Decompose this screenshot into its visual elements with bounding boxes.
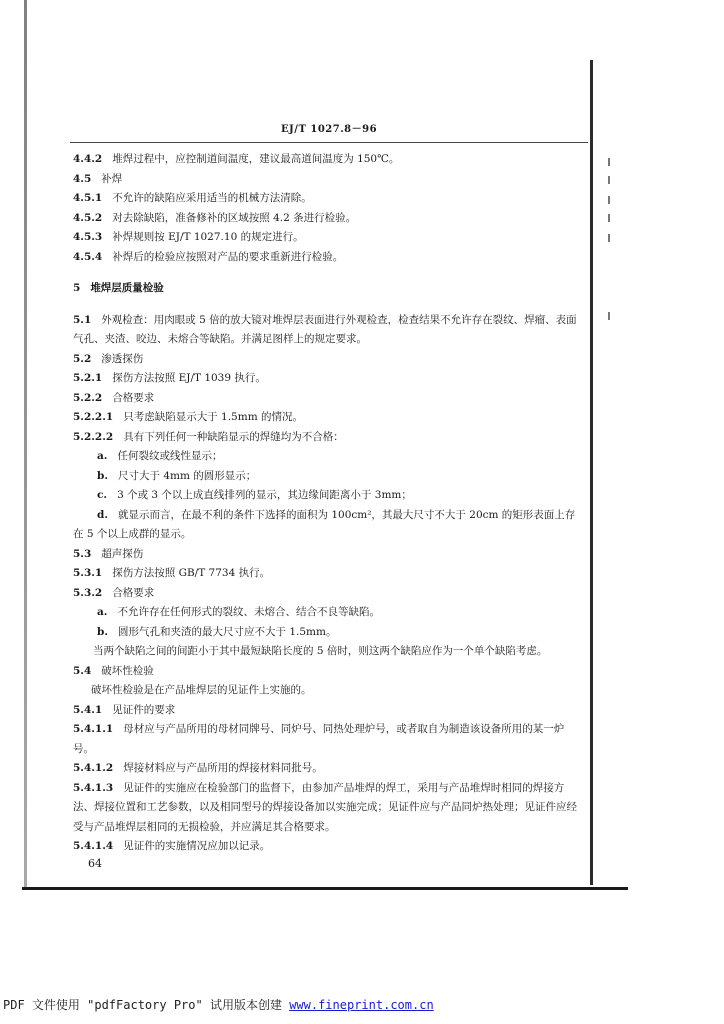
item-b-1: b. 尺寸大于 4mm 的圆形显示； xyxy=(97,469,257,482)
clause-4-5-2: 4.5.2 对去除缺陷，准备修补的区域按照 4.2 条进行检验。 xyxy=(73,211,357,224)
clause-5-2: 5.2 渗透探伤 xyxy=(73,352,144,365)
page-header: EJ/T 1027.8－96 xyxy=(280,124,378,135)
clause-5-2-2: 5.2.2 合格要求 xyxy=(73,391,155,404)
clause-5-3-1: 5.3.1 探伤方法按照 GB/T 7734 执行。 xyxy=(73,567,271,579)
clause-5-3: 5.3 超声探伤 xyxy=(73,547,144,560)
clause-5-4-1-3: 5.4.1.3 见证件的实施应在检验部门的监督下，由参加产品堆焊的焊工，采用与产品堆焊时相同的焊接方法、焊接位置和工艺参数，以及相同型号的焊接设备加以实施完成；见证件应与产品同炉热处理；见证件应经受与产品堆焊层相同的无损检验，并应满足其合格要求。 xyxy=(73,781,577,833)
pdf-watermark xyxy=(3,996,434,1013)
clause-4-4-2: 4.4.2 堆焊过程中，应控制道间温度，建议最高道间温度为 150℃。 xyxy=(73,153,400,165)
clause-5-4-1-4: 5.4.1.4 见证件的实施情况应加以记录。 xyxy=(73,840,271,852)
clause-5-4-1: 5.4.1 见证件的要求 xyxy=(73,703,176,716)
item-d-1: d. 就显示而言，在最不利的条件下选择的面积为 100cm²，其最大尺寸不大于 20cm 的矩形表面上存在 5 个以上成群的显示。 xyxy=(73,508,576,540)
paragraph-5-4: 破坏性检验是在产品堆焊层的见证件上实施的。 xyxy=(91,684,312,696)
clause-5-4: 5.4 破坏性检验 xyxy=(73,664,154,677)
watermark-text: PDF 文件使用 "pdfFactory Pro" 试用版本创建 xyxy=(3,998,282,1012)
clause-4-5-1: 4.5.1 不允许的缺陷应采用适当的机械方法清除。 xyxy=(73,192,312,204)
scan-edge-right xyxy=(590,60,593,885)
clause-4-5: 4.5 补焊 xyxy=(73,172,123,185)
item-b-2: b. 圆形气孔和夹渣的最大尺寸应不大于 1.5mm。 xyxy=(97,625,337,638)
footer-rule xyxy=(22,887,628,890)
clause-5-4-1-1: 5.4.1.1 母材应与产品所用的母材同牌号、同炉号、同热处理炉号，或者取自为制造该设备所用的某一炉号。 xyxy=(73,723,565,755)
scan-edge-left xyxy=(24,0,27,890)
paragraph-5-3-2: 当两个缺陷之间的间距小于其中最短缺陷长度的 5 倍时，则这两个缺陷应作为一个单个缺陷考虑。 xyxy=(93,645,548,657)
section-5-heading: 5 堆焊层质量检验 xyxy=(73,282,164,294)
item-a-1: a. 任何裂纹或线性显示； xyxy=(97,450,223,462)
item-c-1: c. 3 个或 3 个以上成直线排列的显示，其边缘间距离小于 3mm； xyxy=(97,489,412,501)
watermark-link[interactable]: www.fineprint.com.cn xyxy=(289,998,434,1012)
clause-5-2-2-1: 5.2.2.1 只考虑缺陷显示大于 1.5mm 的情况。 xyxy=(73,411,303,423)
clause-5-4-1-2: 5.4.1.2 焊接材料应与产品所用的焊接材料同批号。 xyxy=(73,762,323,774)
document-body xyxy=(73,150,578,857)
clause-4-5-4: 4.5.4 补焊后的检验应按照对产品的要求重新进行检验。 xyxy=(73,250,344,263)
clause-5-2-1: 5.2.1 探伤方法按照 EJ/T 1039 执行。 xyxy=(73,372,266,384)
item-a-2: a. 不允许存在任何形式的裂纹、未熔合、结合不良等缺陷。 xyxy=(97,606,380,618)
clause-5-1: 5.1 外观检查：用肉眼或 5 倍的放大镜对堆焊层表面进行外观检查，检查结果不允许存在裂纹、焊瘤、表面气孔、夹渣、咬边、未熔合等缺陷。并满足图样上的规定要求。 xyxy=(73,313,577,345)
page-number: 64 xyxy=(88,857,102,870)
clause-5-2-2-2: 5.2.2.2 具有下列任何一种缺陷显示的焊缝均为不合格： xyxy=(73,430,344,443)
header-rule xyxy=(70,142,588,143)
clause-5-3-2: 5.3.2 合格要求 xyxy=(73,586,155,599)
clause-4-5-3: 4.5.3 补焊规则按 EJ/T 1027.10 的规定进行。 xyxy=(73,231,304,243)
